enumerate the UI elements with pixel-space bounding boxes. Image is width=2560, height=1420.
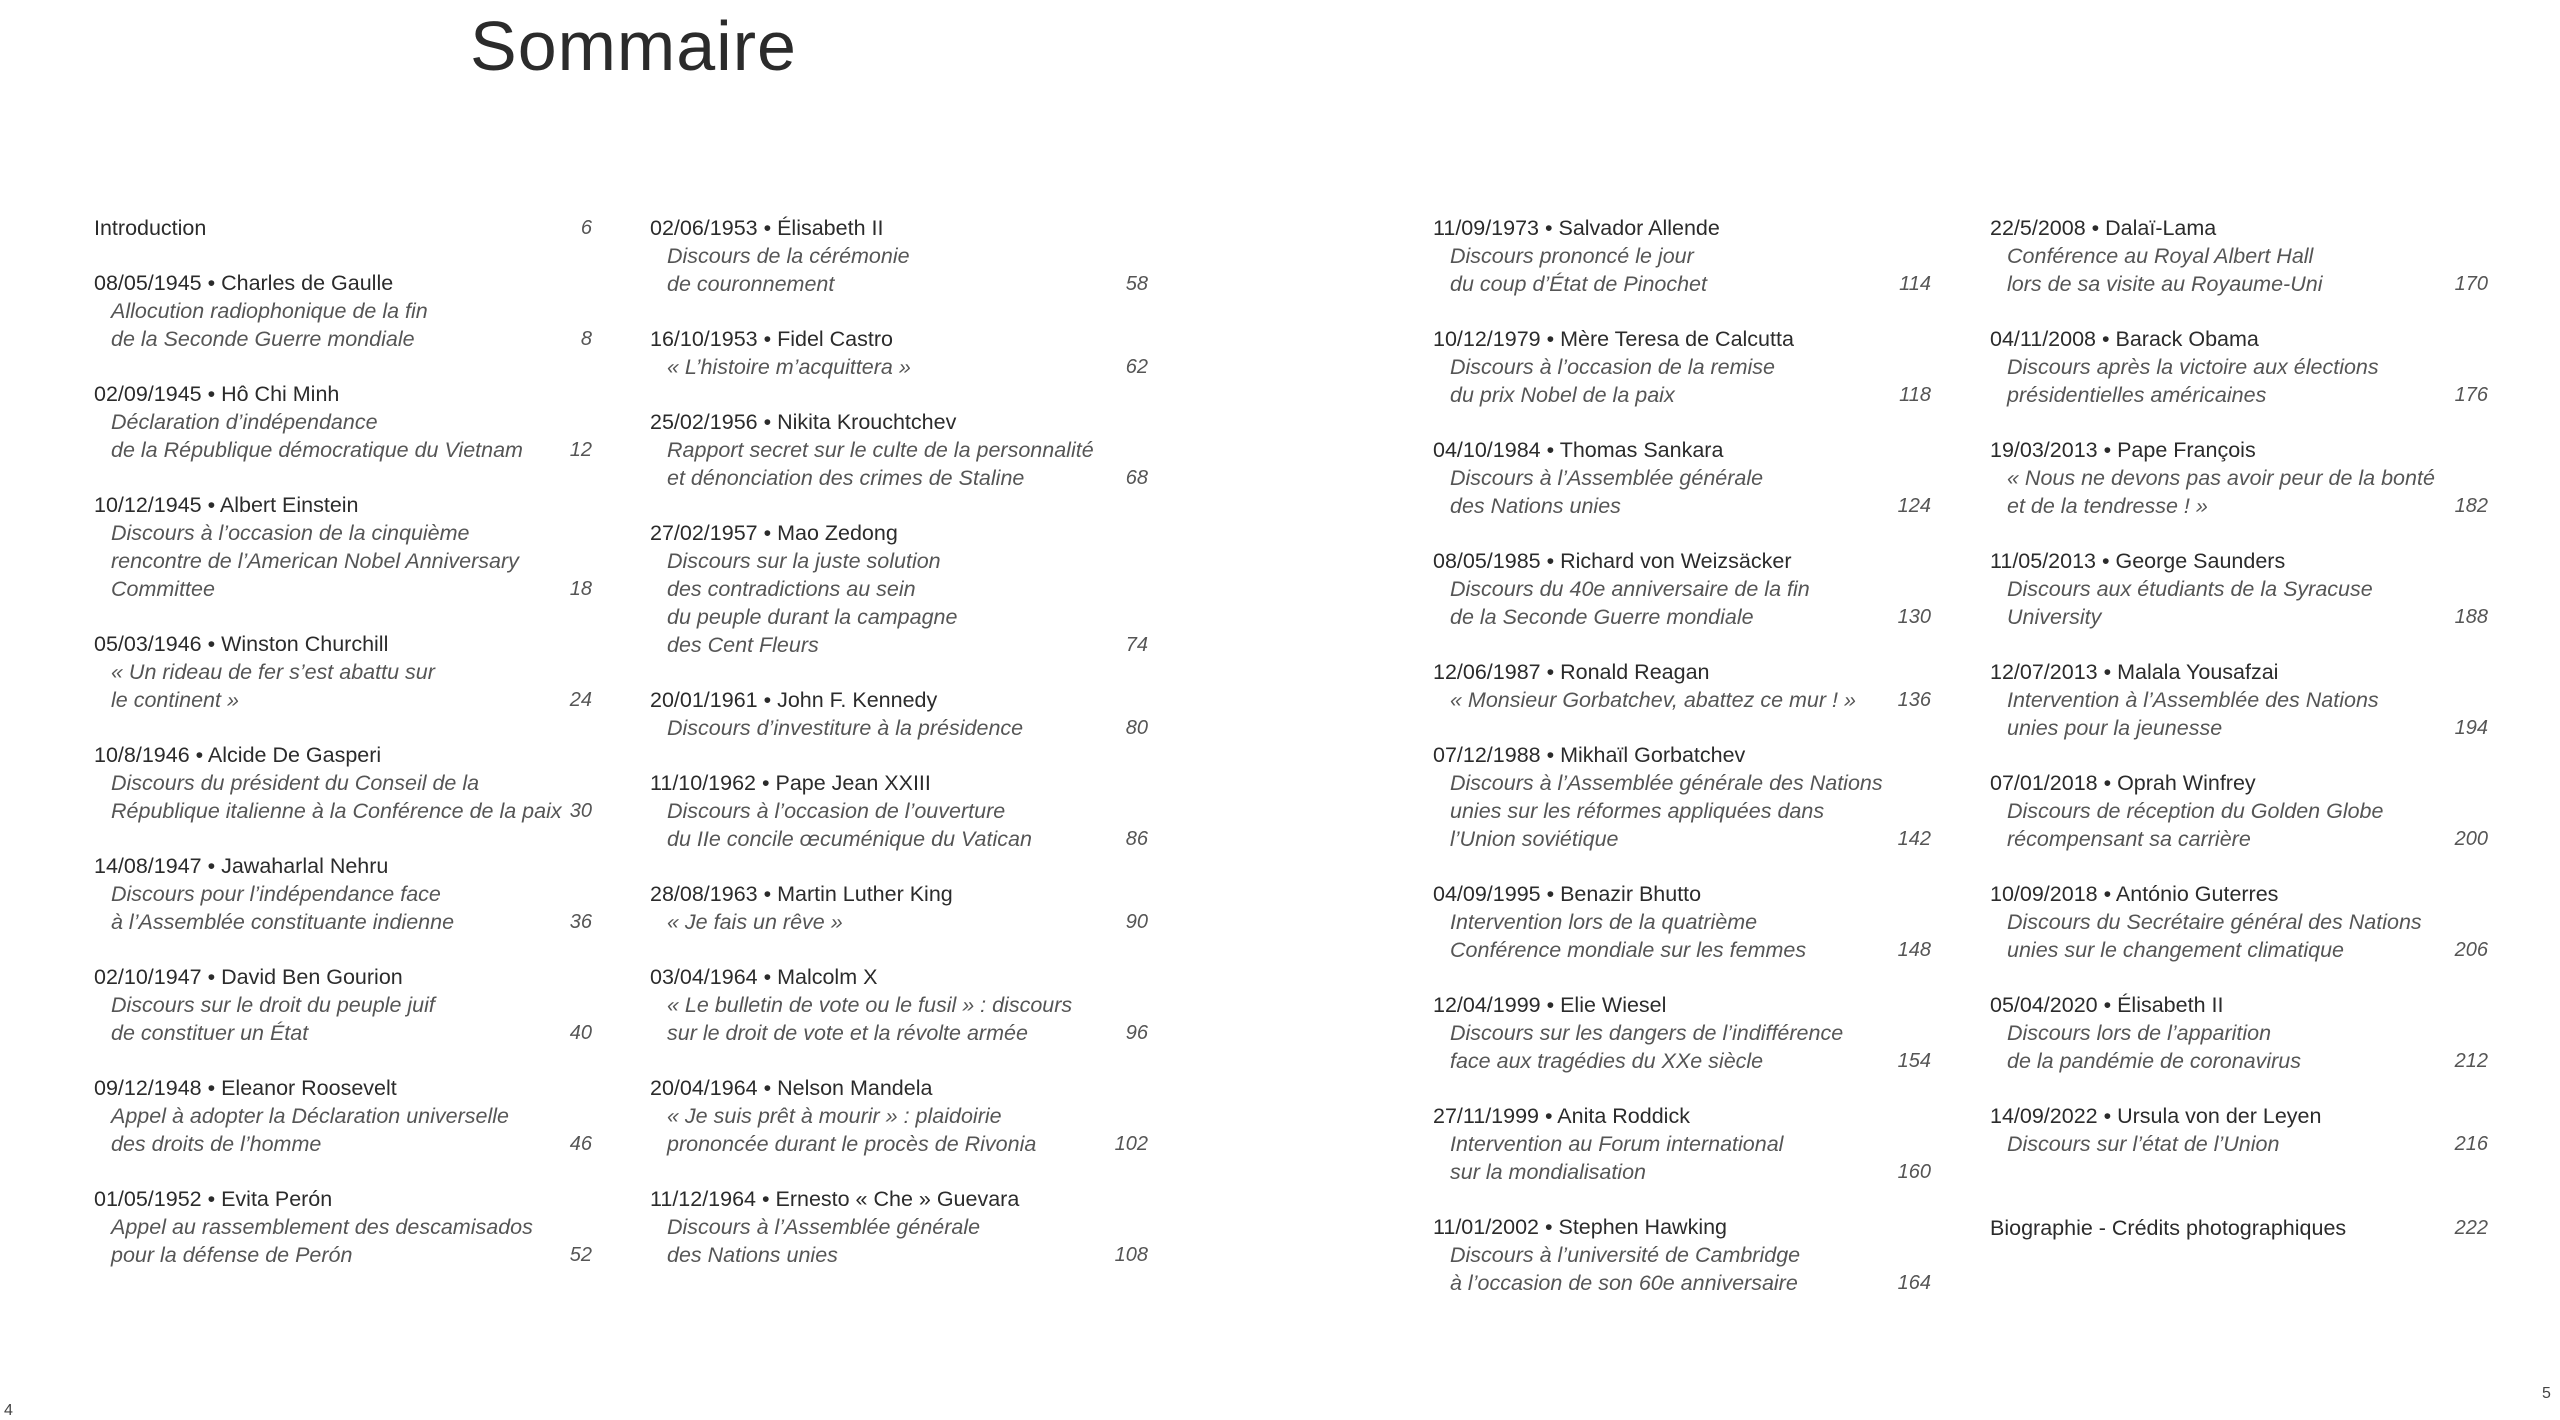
toc-entry-heading-row bbox=[94, 269, 592, 297]
toc-entry-heading: 08/05/1985 • Richard von Weizsäcker bbox=[1433, 549, 1792, 573]
toc-entry-heading-row bbox=[650, 214, 1148, 242]
description-line: Committee bbox=[111, 577, 215, 601]
toc-entry-heading-row bbox=[650, 880, 1148, 908]
description-line: Intervention lors de la quatrième bbox=[1450, 910, 1758, 934]
description-line: Discours après la victoire aux élections bbox=[2007, 355, 2379, 379]
page-number: 114 bbox=[1899, 273, 1931, 295]
description-line: unies sur le changement climatique bbox=[2007, 938, 2345, 962]
description-line: de la pandémie de coronavirus bbox=[2007, 1049, 2302, 1073]
toc-entry-description bbox=[111, 991, 592, 1047]
toc-entry-description bbox=[667, 797, 1148, 853]
toc-entry-heading: 08/05/1945 • Charles de Gaulle bbox=[94, 271, 394, 295]
page-number: 8 bbox=[580, 328, 592, 350]
toc-entry bbox=[94, 963, 592, 1047]
toc-entry bbox=[1990, 1214, 2488, 1242]
toc-entry bbox=[1433, 436, 1931, 520]
page-number: 80 bbox=[1125, 717, 1148, 739]
toc-entry bbox=[650, 963, 1148, 1047]
toc-entry bbox=[1990, 658, 2488, 742]
toc-entry bbox=[1990, 547, 2488, 631]
description-line: Discours du président du Conseil de la bbox=[111, 771, 480, 795]
page-number: 46 bbox=[569, 1133, 592, 1155]
toc-entry-heading-row bbox=[1990, 1102, 2488, 1130]
toc-entry-description bbox=[667, 714, 1148, 742]
toc-entry bbox=[1990, 325, 2488, 409]
toc-entry bbox=[1433, 991, 1931, 1075]
toc-entry-heading-row bbox=[94, 491, 592, 519]
description-line: Discours à l’occasion de la remise bbox=[1450, 355, 1776, 379]
toc-entry-heading: 03/04/1964 • Malcolm X bbox=[650, 965, 878, 989]
page-number: 40 bbox=[569, 1022, 592, 1044]
toc-entry-heading-row bbox=[1990, 214, 2488, 242]
page-number: 200 bbox=[2454, 828, 2488, 850]
toc-entry-heading: 11/12/1964 • Ernesto « Che » Guevara bbox=[650, 1187, 1020, 1211]
page-number: 24 bbox=[569, 689, 592, 711]
toc-entry bbox=[94, 852, 592, 936]
page-number: 62 bbox=[1125, 356, 1148, 378]
page-number: 194 bbox=[2454, 717, 2488, 739]
toc-entry-heading: 10/12/1979 • Mère Teresa de Calcutta bbox=[1433, 327, 1794, 351]
toc-entry bbox=[1990, 1102, 2488, 1158]
page-number: 160 bbox=[1897, 1161, 1931, 1183]
toc-entry-heading-row bbox=[1433, 658, 1931, 686]
description-line: des Cent Fleurs bbox=[667, 633, 819, 657]
page-number: 130 bbox=[1897, 606, 1931, 628]
page-number: 86 bbox=[1125, 828, 1148, 850]
toc-entry-heading-row bbox=[1990, 769, 2488, 797]
page-number: 102 bbox=[1114, 1133, 1148, 1155]
toc-entry-heading: 27/11/1999 • Anita Roddick bbox=[1433, 1104, 1690, 1128]
toc-entry bbox=[1433, 547, 1931, 631]
toc-entry bbox=[1433, 880, 1931, 964]
toc-entry bbox=[650, 1185, 1148, 1269]
toc-entry bbox=[94, 269, 592, 353]
toc-entry bbox=[1433, 325, 1931, 409]
toc-entry-heading-row bbox=[1433, 1213, 1931, 1241]
description-line: Intervention au Forum international bbox=[1450, 1132, 1784, 1156]
toc-entry-heading-row bbox=[650, 769, 1148, 797]
toc-entry-heading-row bbox=[1990, 547, 2488, 575]
toc-entry-heading-row bbox=[650, 1074, 1148, 1102]
description-line: Discours d’investiture à la présidence bbox=[667, 716, 1024, 740]
description-line: Intervention à l’Assemblée des Nations bbox=[2007, 688, 2379, 712]
toc-entry-description bbox=[111, 1213, 592, 1269]
toc-entry-heading: 10/8/1946 • Alcide De Gasperi bbox=[94, 743, 382, 767]
description-line: Discours de la cérémonie bbox=[667, 244, 910, 268]
description-line: de la République démocratique du Vietnam bbox=[111, 438, 523, 462]
description-line: le continent » bbox=[111, 688, 239, 712]
toc-entry-heading-row bbox=[650, 686, 1148, 714]
toc-entry-description bbox=[111, 408, 592, 464]
toc-entry-heading-row bbox=[1433, 325, 1931, 353]
description-line: rencontre de l’American Nobel Anniversary bbox=[111, 549, 519, 573]
toc-entry-heading-row bbox=[650, 1185, 1148, 1213]
toc-entry-heading: 12/06/1987 • Ronald Reagan bbox=[1433, 660, 1710, 684]
description-line: lors de sa visite au Royaume-Uni bbox=[2007, 272, 2323, 296]
toc-entry-description bbox=[2007, 464, 2488, 520]
page-number: 118 bbox=[1899, 384, 1931, 406]
toc-entry-description bbox=[1450, 464, 1931, 520]
description-line: Discours sur le droit du peuple juif bbox=[111, 993, 435, 1017]
toc-entry-heading: 12/07/2013 • Malala Yousafzai bbox=[1990, 660, 2279, 684]
toc-entry bbox=[1433, 658, 1931, 714]
toc-entry bbox=[650, 769, 1148, 853]
description-line: République italienne à la Conférence de la paix bbox=[111, 799, 562, 823]
page-number: 182 bbox=[2454, 495, 2488, 517]
toc-entry-description bbox=[2007, 575, 2488, 631]
toc-entry-heading: 05/04/2020 • Élisabeth II bbox=[1990, 993, 2224, 1017]
description-line: unies pour la jeunesse bbox=[2007, 716, 2223, 740]
toc-entry-heading: Introduction bbox=[94, 216, 207, 240]
page-number: 176 bbox=[2454, 384, 2488, 406]
toc-entry bbox=[1433, 1213, 1931, 1297]
toc-entry-heading: 10/12/1945 • Albert Einstein bbox=[94, 493, 359, 517]
description-line: « Un rideau de fer s’est abattu sur bbox=[111, 660, 435, 684]
description-line: Discours sur les dangers de l’indifférence bbox=[1450, 1021, 1844, 1045]
toc-entry-heading: 20/01/1961 • John F. Kennedy bbox=[650, 688, 938, 712]
toc-entry-heading-row bbox=[94, 1185, 592, 1213]
page-number: 142 bbox=[1897, 828, 1931, 850]
toc-entry-heading: 02/09/1945 • Hô Chi Minh bbox=[94, 382, 340, 406]
description-line: Discours prononcé le jour bbox=[1450, 244, 1694, 268]
toc-entry-description bbox=[1450, 769, 1931, 853]
toc-entry-description bbox=[111, 297, 592, 353]
toc-entry-description bbox=[111, 658, 592, 714]
description-line: des Nations unies bbox=[667, 1243, 838, 1267]
toc-entry-heading: 04/09/1995 • Benazir Bhutto bbox=[1433, 882, 1702, 906]
description-line: de la Seconde Guerre mondiale bbox=[111, 327, 415, 351]
toc-entry-description bbox=[111, 769, 592, 825]
description-line: des Nations unies bbox=[1450, 494, 1621, 518]
toc-entry bbox=[1990, 436, 2488, 520]
description-line: Discours sur l’état de l’Union bbox=[2007, 1132, 2280, 1156]
toc-entry-heading-row bbox=[94, 380, 592, 408]
description-line: sur la mondialisation bbox=[1450, 1160, 1646, 1184]
toc-entry-description bbox=[2007, 908, 2488, 964]
page-number: 108 bbox=[1114, 1244, 1148, 1266]
description-line: du IIe concile œcuménique du Vatican bbox=[667, 827, 1032, 851]
toc-entry-description bbox=[2007, 686, 2488, 742]
page-number: 124 bbox=[1897, 495, 1931, 517]
toc-entry-heading-row bbox=[650, 325, 1148, 353]
toc-entry-heading: 02/10/1947 • David Ben Gourion bbox=[94, 965, 403, 989]
description-line: des contradictions au sein bbox=[667, 577, 916, 601]
toc-entry-description bbox=[667, 436, 1148, 492]
description-line: l’Union soviétique bbox=[1450, 827, 1619, 851]
description-line: unies sur les réformes appliquées dans bbox=[1450, 799, 1825, 823]
description-line: et de la tendresse ! » bbox=[2007, 494, 2208, 518]
toc-entry-heading: 11/09/1973 • Salvador Allende bbox=[1433, 216, 1720, 240]
toc-entry-heading: 20/04/1964 • Nelson Mandela bbox=[650, 1076, 933, 1100]
toc-entry-heading: 14/08/1947 • Jawaharlal Nehru bbox=[94, 854, 389, 878]
toc-entry-heading: 25/02/1956 • Nikita Krouchtchev bbox=[650, 410, 957, 434]
toc-entry bbox=[1990, 880, 2488, 964]
toc-entry-description bbox=[1450, 1019, 1931, 1075]
toc-entry-description bbox=[1450, 686, 1931, 714]
toc-entry-heading-row bbox=[1990, 1214, 2488, 1242]
toc-entry-description bbox=[1450, 575, 1931, 631]
description-line: récompensant sa carrière bbox=[2007, 827, 2251, 851]
toc-entry-heading-row bbox=[1433, 214, 1931, 242]
description-line: Discours sur la juste solution bbox=[667, 549, 941, 573]
description-line: du peuple durant la campagne bbox=[667, 605, 958, 629]
description-line: Discours du 40e anniversaire de la fin bbox=[1450, 577, 1810, 601]
toc-entry-description bbox=[667, 547, 1148, 659]
page-number: 18 bbox=[569, 578, 592, 600]
description-line: de couronnement bbox=[667, 272, 835, 296]
toc-entry bbox=[650, 686, 1148, 742]
toc-entry-description bbox=[1450, 1130, 1931, 1186]
description-line: Discours aux étudiants de la Syracuse bbox=[2007, 577, 2373, 601]
page-title: Sommaire bbox=[470, 7, 797, 85]
toc-entry-heading-row bbox=[650, 408, 1148, 436]
toc-entry-description bbox=[667, 1213, 1148, 1269]
description-line: face aux tragédies du XXe siècle bbox=[1450, 1049, 1764, 1073]
page-number: 216 bbox=[2454, 1133, 2488, 1155]
toc-entry-heading: 19/03/2013 • Pape François bbox=[1990, 438, 2256, 462]
toc-entry-heading: 11/05/2013 • George Saunders bbox=[1990, 549, 2286, 573]
page-number: 12 bbox=[569, 439, 592, 461]
description-line: Discours à l’occasion de la cinquième bbox=[111, 521, 470, 545]
toc-entry-heading-row bbox=[94, 852, 592, 880]
toc-entry-description bbox=[667, 1102, 1148, 1158]
toc-entry-description bbox=[1450, 1241, 1931, 1297]
description-line: « Je fais un rêve » bbox=[667, 910, 843, 934]
description-line: Discours du Secrétaire général des Nations bbox=[2007, 910, 2422, 934]
toc-entry-heading: 10/09/2018 • António Guterres bbox=[1990, 882, 2279, 906]
page-number: 170 bbox=[2454, 273, 2488, 295]
toc-entry-heading-row bbox=[1433, 880, 1931, 908]
page-number: 36 bbox=[569, 911, 592, 933]
page-number: 212 bbox=[2454, 1050, 2488, 1072]
toc-entry-heading: 16/10/1953 • Fidel Castro bbox=[650, 327, 893, 351]
description-line: Conférence au Royal Albert Hall bbox=[2007, 244, 2314, 268]
toc-entry-heading: 09/12/1948 • Eleanor Roosevelt bbox=[94, 1076, 397, 1100]
toc-entry-heading: 05/03/1946 • Winston Churchill bbox=[94, 632, 389, 656]
page-number: 148 bbox=[1897, 939, 1931, 961]
toc-entry-description bbox=[2007, 242, 2488, 298]
toc-entry-heading-row bbox=[1990, 658, 2488, 686]
toc-entry-description bbox=[667, 991, 1148, 1047]
description-line: Discours pour l’indépendance face bbox=[111, 882, 441, 906]
toc-entry-description bbox=[667, 353, 1148, 381]
toc-entry-description bbox=[1450, 908, 1931, 964]
toc-column-1 bbox=[94, 214, 592, 1296]
toc-entry bbox=[94, 1074, 592, 1158]
toc-entry bbox=[94, 491, 592, 603]
toc-entry-heading-row bbox=[1990, 991, 2488, 1019]
description-line: « L’histoire m’acquittera » bbox=[667, 355, 911, 379]
toc-entry-heading-row bbox=[94, 1074, 592, 1102]
description-line: University bbox=[2007, 605, 2102, 629]
toc-entry-heading-row bbox=[650, 519, 1148, 547]
toc-entry bbox=[94, 214, 592, 242]
toc-entry-description bbox=[111, 519, 592, 603]
description-line: de constituer un État bbox=[111, 1021, 309, 1045]
description-line: Appel au rassemblement des descamisados bbox=[111, 1215, 533, 1239]
description-line: « Le bulletin de vote ou le fusil » : discours bbox=[667, 993, 1073, 1017]
toc-entry-description bbox=[667, 908, 1148, 936]
page-number: 6 bbox=[580, 217, 592, 239]
page-number: 206 bbox=[2454, 939, 2488, 961]
toc-entry bbox=[1990, 769, 2488, 853]
description-line: Appel à adopter la Déclaration universelle bbox=[111, 1104, 509, 1128]
page-number: 96 bbox=[1125, 1022, 1148, 1044]
description-line: et dénonciation des crimes de Staline bbox=[667, 466, 1025, 490]
toc-entry bbox=[1990, 214, 2488, 298]
toc-entry-description bbox=[667, 242, 1148, 298]
description-line: Conférence mondiale sur les femmes bbox=[1450, 938, 1807, 962]
page-number: 164 bbox=[1897, 1272, 1931, 1294]
description-line: Discours à l’Assemblée générale des Nations bbox=[1450, 771, 1883, 795]
page-number: 58 bbox=[1125, 273, 1148, 295]
toc-entry bbox=[650, 408, 1148, 492]
description-line: sur le droit de vote et la révolte armée bbox=[667, 1021, 1028, 1045]
toc-entry bbox=[650, 214, 1148, 298]
toc-entry-heading-row bbox=[1990, 880, 2488, 908]
toc-entry-heading: 04/10/1984 • Thomas Sankara bbox=[1433, 438, 1724, 462]
page-number: 136 bbox=[1897, 689, 1931, 711]
toc-entry bbox=[650, 325, 1148, 381]
description-line: Discours à l’Assemblée générale bbox=[667, 1215, 981, 1239]
toc-column-2 bbox=[650, 214, 1148, 1296]
toc-entry bbox=[1990, 991, 2488, 1075]
toc-entry-heading: 14/09/2022 • Ursula von der Leyen bbox=[1990, 1104, 2322, 1128]
page-number: 74 bbox=[1125, 634, 1148, 656]
toc-entry bbox=[1433, 214, 1931, 298]
description-line: du coup d’État de Pinochet bbox=[1450, 272, 1707, 296]
toc-entry-heading: 11/01/2002 • Stephen Hawking bbox=[1433, 1215, 1728, 1239]
description-line: Déclaration d’indépendance bbox=[111, 410, 378, 434]
toc-entry-heading: 22/5/2008 • Dalaï-Lama bbox=[1990, 216, 2217, 240]
toc-entry-heading: 02/06/1953 • Élisabeth II bbox=[650, 216, 884, 240]
toc-entry bbox=[1433, 741, 1931, 853]
toc-entry-heading-row bbox=[1990, 325, 2488, 353]
description-line: Rapport secret sur le culte de la personnalité bbox=[667, 438, 1094, 462]
description-line: de la Seconde Guerre mondiale bbox=[1450, 605, 1754, 629]
toc-entry-description bbox=[111, 880, 592, 936]
toc-entry-heading-row bbox=[1433, 1102, 1931, 1130]
toc-entry bbox=[94, 741, 592, 825]
page-number: 222 bbox=[2454, 1217, 2488, 1239]
page-number: 68 bbox=[1125, 467, 1148, 489]
description-line: « Nous ne devons pas avoir peur de la bonté bbox=[2007, 466, 2435, 490]
toc-column-3 bbox=[1433, 214, 1931, 1324]
toc-entry bbox=[650, 1074, 1148, 1158]
toc-entry-heading-row bbox=[94, 741, 592, 769]
toc-entry-heading: 07/12/1988 • Mikhaïl Gorbatchev bbox=[1433, 743, 1746, 767]
toc-entry-description bbox=[1450, 353, 1931, 409]
toc-entry-description bbox=[2007, 1130, 2488, 1158]
page-number: 52 bbox=[569, 1244, 592, 1266]
toc-entry bbox=[94, 380, 592, 464]
description-line: présidentielles américaines bbox=[2007, 383, 2267, 407]
description-line: pour la défense de Perón bbox=[111, 1243, 353, 1267]
page-number: 30 bbox=[569, 800, 592, 822]
toc-entry bbox=[650, 880, 1148, 936]
page-number: 90 bbox=[1125, 911, 1148, 933]
description-line: Discours à l’Assemblée générale bbox=[1450, 466, 1764, 490]
toc-entry-heading: 12/04/1999 • Elie Wiesel bbox=[1433, 993, 1667, 1017]
page-number: 154 bbox=[1897, 1050, 1931, 1072]
toc-entry-description bbox=[2007, 1019, 2488, 1075]
description-line: à l’occasion de son 60e anniversaire bbox=[1450, 1271, 1798, 1295]
toc-entry-heading: 04/11/2008 • Barack Obama bbox=[1990, 327, 2259, 351]
description-line: du prix Nobel de la paix bbox=[1450, 383, 1675, 407]
toc-column-4 bbox=[1990, 214, 2488, 1269]
description-line: Allocution radiophonique de la fin bbox=[111, 299, 428, 323]
toc-entry-heading-row bbox=[1433, 991, 1931, 1019]
toc-entry-description bbox=[2007, 353, 2488, 409]
toc-entry-description bbox=[1450, 242, 1931, 298]
page-number: 188 bbox=[2454, 606, 2488, 628]
folio-left: 4 bbox=[4, 1402, 13, 1419]
toc-entry-heading: 27/02/1957 • Mao Zedong bbox=[650, 521, 898, 545]
toc-entry bbox=[650, 519, 1148, 659]
toc-entry-heading-row bbox=[1433, 741, 1931, 769]
description-line: « Monsieur Gorbatchev, abattez ce mur ! » bbox=[1450, 688, 1856, 712]
toc-entry-heading-row bbox=[1433, 547, 1931, 575]
description-line: Discours de réception du Golden Globe bbox=[2007, 799, 2384, 823]
toc-entry bbox=[94, 630, 592, 714]
toc-entry-heading: 28/08/1963 • Martin Luther King bbox=[650, 882, 953, 906]
toc-entry-heading: 11/10/1962 • Pape Jean XXIII bbox=[650, 771, 931, 795]
toc-entry-heading-row bbox=[1433, 436, 1931, 464]
toc-entry-heading: Biographie - Crédits photographiques bbox=[1990, 1216, 2347, 1240]
toc-entry-heading-row bbox=[650, 963, 1148, 991]
description-line: Discours à l’université de Cambridge bbox=[1450, 1243, 1801, 1267]
description-line: « Je suis prêt à mourir » : plaidoirie bbox=[667, 1104, 1002, 1128]
toc-entry-heading-row bbox=[1990, 436, 2488, 464]
toc-entry-description bbox=[2007, 797, 2488, 853]
toc-entry-description bbox=[111, 1102, 592, 1158]
toc-entry-heading: 01/05/1952 • Evita Perón bbox=[94, 1187, 333, 1211]
toc-entry-heading-row bbox=[94, 963, 592, 991]
description-line: des droits de l’homme bbox=[111, 1132, 322, 1156]
description-line: Discours à l’occasion de l’ouverture bbox=[667, 799, 1006, 823]
toc-entry-heading-row bbox=[94, 630, 592, 658]
toc-entry bbox=[94, 1185, 592, 1269]
toc-entry bbox=[1433, 1102, 1931, 1186]
description-line: prononcée durant le procès de Rivonia bbox=[667, 1132, 1037, 1156]
description-line: Discours lors de l’apparition bbox=[2007, 1021, 2272, 1045]
description-line: à l’Assemblée constituante indienne bbox=[111, 910, 455, 934]
folio-right: 5 bbox=[2542, 1385, 2551, 1402]
toc-entry-heading-row bbox=[94, 214, 592, 242]
toc-entry-heading: 07/01/2018 • Oprah Winfrey bbox=[1990, 771, 2256, 795]
